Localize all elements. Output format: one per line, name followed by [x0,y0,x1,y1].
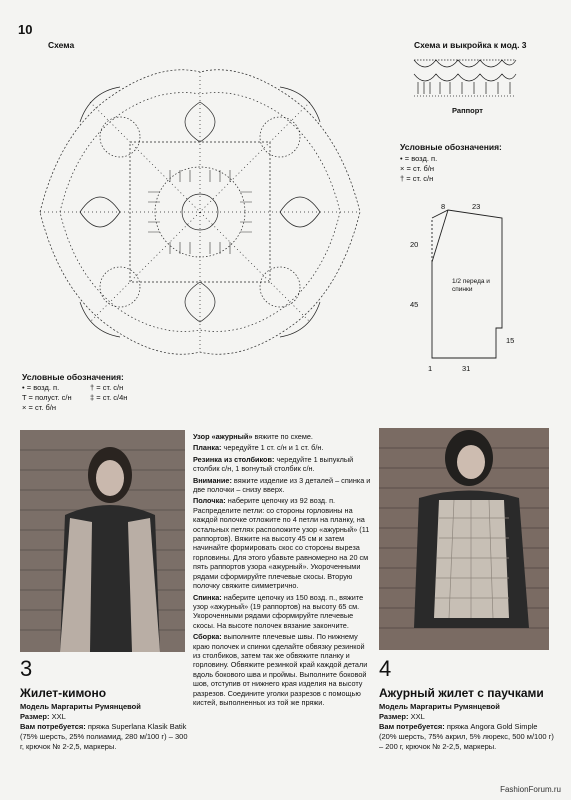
legend-item: T = полуст. с/н [22,393,72,402]
model4-photo [379,428,549,650]
paragraph: Спинка: наберите цепочку из 150 возд. п., вяжите узор «ажурный» (19 раппортов) на высоту 65 см. Укороченными рядами сформируйте плечевые скосы. На высоте полочек вязание закончите. [193,592,364,630]
legend-item: • = возд. п. [400,154,438,163]
model4-size: Размер: XXL [379,712,425,721]
legend-title: Условные обозначения: [22,372,124,382]
dim-label: 23 [472,202,481,211]
model3-materials: Вам потребуется: пряжа Superlana Klasik Batik (75% шерсть, 25% полиамид, 280 м/100 г) – 300 г, крючок № 2-2,5, маркеры. [20,722,188,751]
model4-author: Модель Маргариты Румянцевой [379,702,500,711]
legend-list-2 [90,383,170,403]
legend-item: ‡ = ст. с/4н [90,393,128,402]
legend-item: † = ст. с/н [90,383,124,392]
crochet-diagram [20,42,380,372]
legend-item: × = ст. б/н [22,403,56,412]
dim-label: 31 [462,364,471,373]
model4-title: Ажурный жилет с паучками [379,686,544,700]
paragraph: Сборка: выполните плечевые швы. По нижнему краю полочек и спинки сделайте обвязку резинкой из столбиков, затем так же обвяжите планку и горловину. Обвяжите резинкой край каждой детали вдоль бокового шва и проймы. Выполните боковой шов, отступив от нижнего края изделия на высоту разрезов. Соедините уголки разрезов с помощью кистей, выполненных из той же пряжи. [193,632,368,707]
legend-item: • = возд. п. [22,383,60,392]
paragraph: Узор «ажурный» вяжите по схеме. [193,432,313,441]
model3-author: Модель Маргариты Румянцевой [20,702,141,711]
legend-item: × = ст. б/н [400,164,434,173]
pattern-center-label: 1/2 переда и спинки [452,278,490,293]
dim-label: 15 [506,336,515,345]
paragraph: Полочка: наберите цепочку из 92 возд. п. Распределите петли: со стороны горловины на каждой полочке отложите по 4 петли на планку, на остальных петлях расположите узор «ажурный» (11 раппортов). Вяжите на высоту 45 см и затем начинайте формировать скос со стороны выреза горловины. Для этого убавьте равномерно на 20 см пять раппортов узора «ажурный». Укороченными рядами сформируйте плечевые скосы. Вторую полочку свяжите симметрично. [193,496,370,591]
rapport-label: Раппорт [452,106,483,115]
legend-item: † = ст. с/н [400,174,434,183]
model3-photo [20,430,185,652]
model3-number: 3 [20,656,33,681]
chart-title: Схема [48,40,75,50]
model4-materials: Вам потребуется: пряжа Angora Gold Simple (20% шерсть, 75% акрил, 5% люрекс, 500 м/100 г) – 200 г, крючок № 2-2,5, маркеры. [379,722,554,751]
watermark: FashionForum.ru [500,785,561,794]
model4-details [379,702,554,752]
model3-title: Жилет-кимоно [20,686,107,700]
model3-size: Размер: XXL [20,712,66,721]
right-legend-list [400,154,520,184]
dim-label: 45 [410,300,419,309]
rapport-diagram [410,52,520,104]
dim-label: 20 [410,240,419,249]
right-chart-title: Схема и выкройка к мод. 3 [414,40,527,50]
model4-number: 4 [379,656,392,681]
dim-label: 8 [441,202,446,211]
article-body [193,432,371,709]
paragraph: Резинка из столбиков: чередуйте 1 выпуклый столбик с/н, 1 вогнутый столбик с/н. [193,454,354,474]
model3-details [20,702,190,752]
paragraph: Планка: чередуйте 1 ст. с/н и 1 ст. б/н. [193,443,324,453]
dim-label: 1 [428,364,433,373]
page-number: 10 [18,22,33,37]
right-legend-title: Условные обозначения: [400,142,502,152]
paragraph: Внимание: вяжите изделие из 3 деталей – спинка и две полочки – снизу вверх. [193,475,371,495]
